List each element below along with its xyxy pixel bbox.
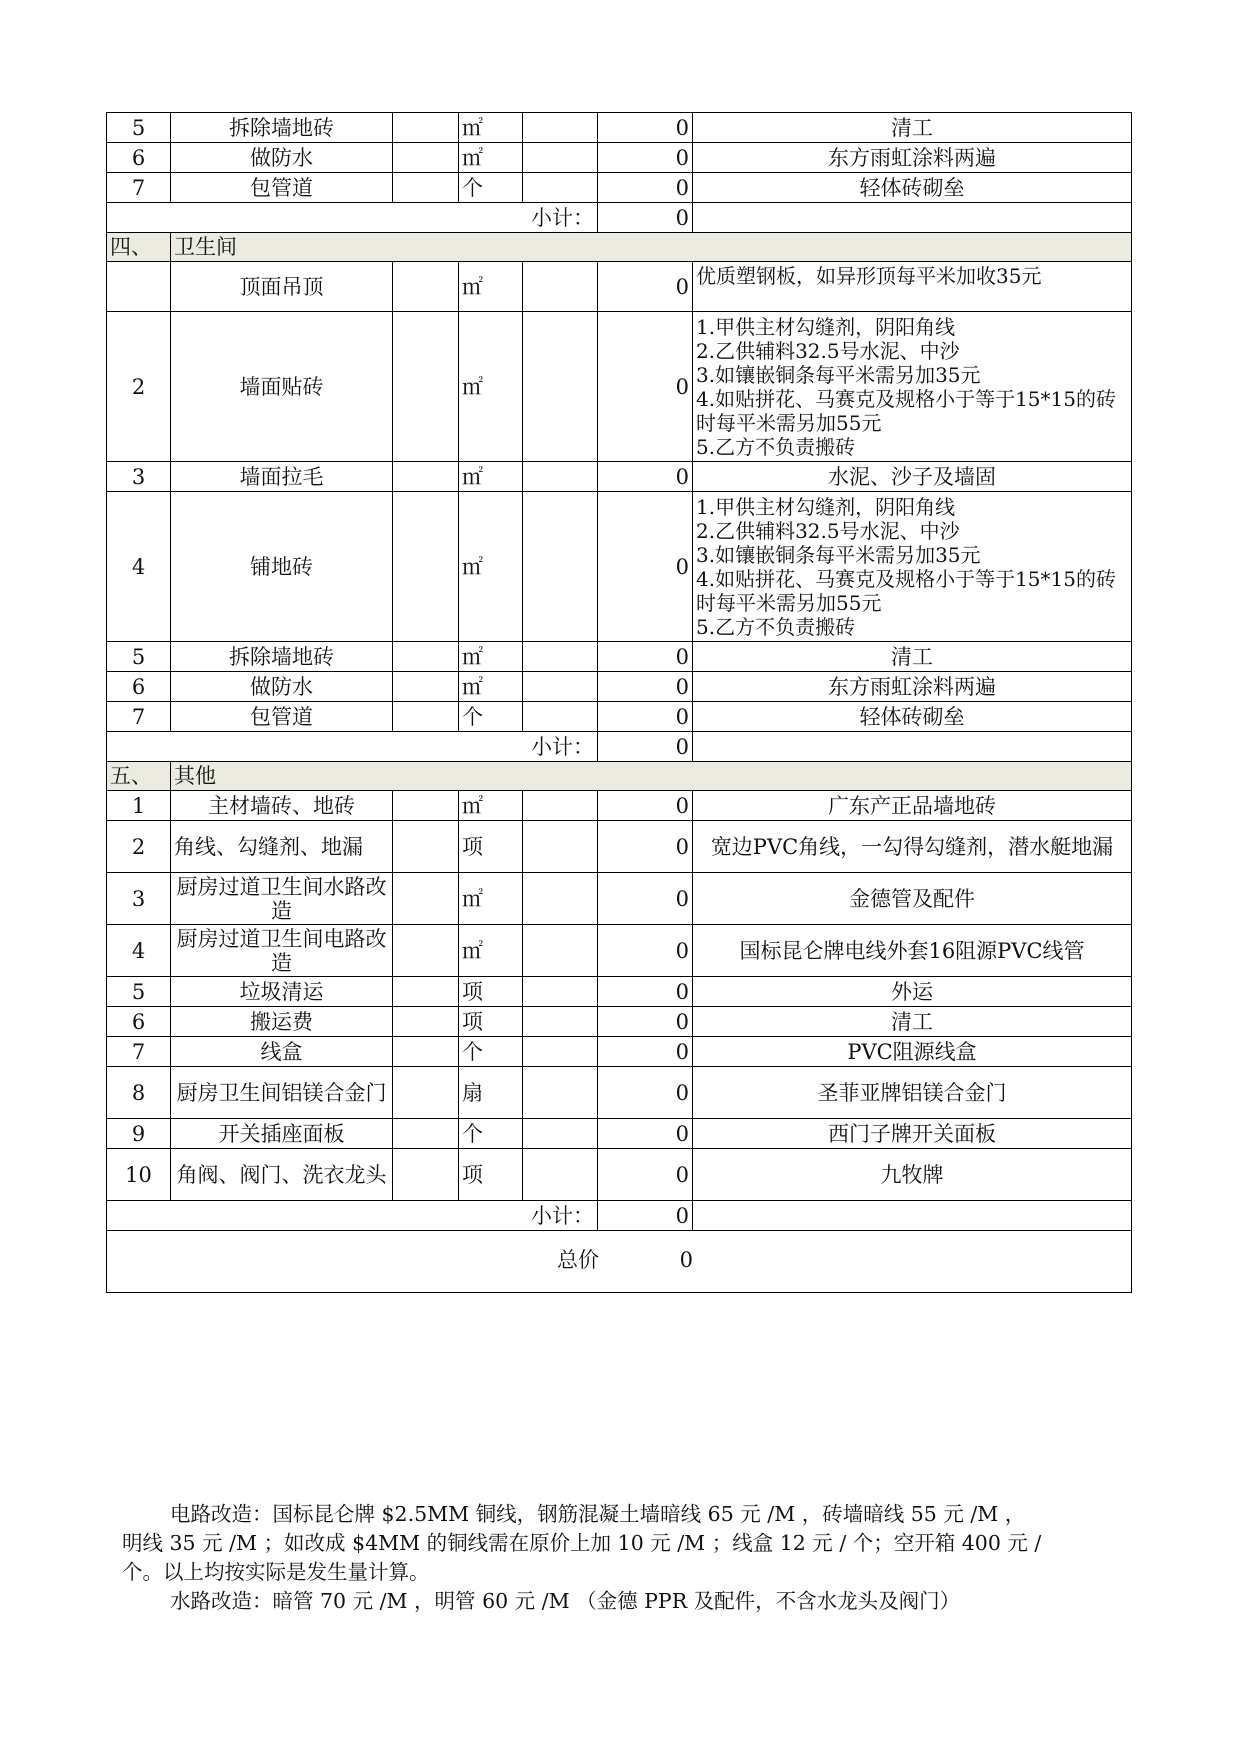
amount-cell: 0 (598, 143, 693, 173)
row-number: 6 (107, 1007, 171, 1037)
item-name: 开关插座面板 (171, 1119, 393, 1149)
quantity-cell[interactable] (393, 1007, 459, 1037)
subtotal-row (107, 732, 1132, 762)
table-row (107, 977, 1132, 1007)
note-cell: 圣菲亚牌铝镁合金门 (693, 1067, 1132, 1119)
unit-price-cell[interactable] (523, 492, 598, 642)
section-number: 五、 (107, 762, 171, 791)
row-number: 8 (107, 1067, 171, 1119)
amount-cell: 0 (598, 642, 693, 672)
subtotal-value: 0 (598, 732, 693, 762)
item-name: 主材墙砖、地砖 (171, 791, 393, 821)
table-row (107, 1067, 1132, 1119)
unit-price-cell[interactable] (523, 702, 598, 732)
unit-cell: ㎡ (459, 143, 523, 173)
table-row (107, 262, 1132, 312)
row-number: 3 (107, 462, 171, 492)
row-number: 5 (107, 113, 171, 143)
unit-cell: 个 (459, 1119, 523, 1149)
row-number (107, 262, 171, 312)
quantity-cell[interactable] (393, 925, 459, 977)
note-cell: 清工 (693, 1007, 1132, 1037)
quantity-cell[interactable] (393, 642, 459, 672)
unit-cell: ㎡ (459, 873, 523, 925)
unit-cell: ㎡ (459, 262, 523, 312)
unit-cell: ㎡ (459, 113, 523, 143)
row-number: 1 (107, 791, 171, 821)
quantity-cell[interactable] (393, 977, 459, 1007)
table-row (107, 672, 1132, 702)
item-name: 厨房过道卫生间水路改造 (171, 873, 393, 925)
note-cell: 金德管及配件 (693, 873, 1132, 925)
unit-price-cell[interactable] (523, 143, 598, 173)
unit-price-cell[interactable] (523, 873, 598, 925)
unit-price-cell[interactable] (523, 791, 598, 821)
table-row (107, 312, 1132, 462)
row-number: 5 (107, 977, 171, 1007)
unit-price-cell[interactable] (523, 173, 598, 203)
unit-price-cell[interactable] (523, 113, 598, 143)
quantity-cell[interactable] (393, 821, 459, 873)
table-row (107, 791, 1132, 821)
row-number: 7 (107, 1037, 171, 1067)
unit-price-cell[interactable] (523, 262, 598, 312)
note-cell: 东方雨虹涂料两遍 (693, 143, 1132, 173)
row-number: 6 (107, 143, 171, 173)
item-name: 角线、勾缝剂、地漏 (171, 821, 393, 873)
note-cell: 1.甲供主材勾缝剂，阴阳角线 2.乙供辅料32.5号水泥、中沙 3.如镶嵌铜条每平米需另加35元 4.如贴拼花、马赛克及规格小于等于15*15的砖时每平米需另加55元 5.乙方不负责搬砖 (693, 492, 1132, 642)
unit-price-cell[interactable] (523, 1037, 598, 1067)
item-name: 墙面贴砖 (171, 312, 393, 462)
amount-cell: 0 (598, 925, 693, 977)
amount-cell: 0 (598, 977, 693, 1007)
amount-cell: 0 (598, 1119, 693, 1149)
total-label: 总价 (557, 1248, 599, 1272)
amount-cell: 0 (598, 873, 693, 925)
item-name: 拆除墙地砖 (171, 642, 393, 672)
note-cell: 宽边PVC角线，一勾得勾缝剂，潜水艇地漏 (693, 821, 1132, 873)
row-number: 7 (107, 173, 171, 203)
note-cell: 外运 (693, 977, 1132, 1007)
item-name: 铺地砖 (171, 492, 393, 642)
item-name: 厨房过道卫生间电路改造 (171, 925, 393, 977)
note-cell: 广东产正品墙地砖 (693, 791, 1132, 821)
subtotal-value: 0 (598, 1201, 693, 1231)
amount-cell: 0 (598, 672, 693, 702)
note-cell: 轻体砖砌垒 (693, 702, 1132, 732)
unit-cell: ㎡ (459, 462, 523, 492)
quantity-cell[interactable] (393, 462, 459, 492)
section-number: 四、 (107, 233, 171, 262)
unit-price-cell[interactable] (523, 1007, 598, 1037)
subtotal-row (107, 1201, 1132, 1231)
unit-cell: 扇 (459, 1067, 523, 1119)
quantity-cell[interactable] (393, 113, 459, 143)
item-name: 包管道 (171, 173, 393, 203)
table-row (107, 821, 1132, 873)
row-number: 5 (107, 642, 171, 672)
unit-price-cell[interactable] (523, 821, 598, 873)
row-number: 10 (107, 1149, 171, 1201)
table-row (107, 925, 1132, 977)
unit-cell: ㎡ (459, 642, 523, 672)
unit-price-cell[interactable] (523, 462, 598, 492)
unit-cell: 个 (459, 173, 523, 203)
item-name: 角阀、阀门、洗衣龙头 (171, 1149, 393, 1201)
item-name: 垃圾清运 (171, 977, 393, 1007)
row-number: 3 (107, 873, 171, 925)
electric-note: 电路改造：国标昆仑牌 $2.5MM 铜线，钢筋混凝土墙暗线 65 元 /M ，砖墙暗线 55 元 /M ，明线 35 元 /M ；如改成 $4MM 的铜线需在原价上加 10 元 /M ；线盒 12 元 / 个；空开箱 400 元 / 个。以上均按实际是发生量计算。 (122, 1502, 1042, 1584)
empty-cell (693, 732, 1132, 762)
amount-cell: 0 (598, 113, 693, 143)
amount-cell: 0 (598, 262, 693, 312)
quantity-cell[interactable] (393, 143, 459, 173)
section-title: 其他 (171, 762, 1132, 791)
unit-price-cell[interactable] (523, 672, 598, 702)
total-cell (107, 1231, 1132, 1293)
quantity-cell[interactable] (393, 492, 459, 642)
quantity-cell[interactable] (393, 873, 459, 925)
unit-price-cell[interactable] (523, 1149, 598, 1201)
total-value: 0 (679, 1248, 693, 1272)
unit-cell: 项 (459, 1149, 523, 1201)
total-row (107, 1231, 1132, 1293)
item-name: 线盒 (171, 1037, 393, 1067)
row-number: 2 (107, 312, 171, 462)
unit-cell: ㎡ (459, 492, 523, 642)
table-row (107, 462, 1132, 492)
amount-cell: 0 (598, 462, 693, 492)
quantity-cell[interactable] (393, 702, 459, 732)
item-name: 搬运费 (171, 1007, 393, 1037)
empty-cell (693, 1201, 1132, 1231)
quantity-cell[interactable] (393, 791, 459, 821)
table-row (107, 173, 1132, 203)
table-row (107, 492, 1132, 642)
table-row (107, 873, 1132, 925)
empty-cell (693, 203, 1132, 233)
quantity-cell[interactable] (393, 173, 459, 203)
row-number: 4 (107, 925, 171, 977)
subtotal-row (107, 203, 1132, 233)
item-name: 做防水 (171, 143, 393, 173)
unit-price-cell[interactable] (523, 1119, 598, 1149)
item-name: 拆除墙地砖 (171, 113, 393, 143)
item-name: 顶面吊顶 (171, 262, 393, 312)
note-cell: 西门子牌开关面板 (693, 1119, 1132, 1149)
table-row (107, 1007, 1132, 1037)
row-number: 4 (107, 492, 171, 642)
quote-table (106, 112, 1132, 1293)
note-cell: 水泥、沙子及墙固 (693, 462, 1132, 492)
quantity-cell[interactable] (393, 1119, 459, 1149)
amount-cell: 0 (598, 173, 693, 203)
unit-cell: ㎡ (459, 312, 523, 462)
table-row (107, 1037, 1132, 1067)
subtotal-label: 小计： (107, 1201, 598, 1231)
row-number: 6 (107, 672, 171, 702)
note-cell: 优质塑钢板，如异形顶每平米加收35元 (693, 262, 1132, 312)
quantity-cell[interactable] (393, 262, 459, 312)
amount-cell: 0 (598, 1067, 693, 1119)
unit-cell: 项 (459, 821, 523, 873)
quantity-cell[interactable] (393, 312, 459, 462)
row-number: 7 (107, 702, 171, 732)
unit-price-cell[interactable] (523, 977, 598, 1007)
table-row (107, 1119, 1132, 1149)
table-row (107, 642, 1132, 672)
water-note: 水路改造：暗管 70 元 /M ，明管 60 元 /M （金德 PPR 及配件，不含水龙头及阀门） (170, 1589, 961, 1613)
table-row (107, 702, 1132, 732)
note-cell: 清工 (693, 113, 1132, 143)
table-row (107, 1149, 1132, 1201)
item-name: 包管道 (171, 702, 393, 732)
unit-cell: 个 (459, 702, 523, 732)
amount-cell: 0 (598, 1007, 693, 1037)
unit-cell: 项 (459, 1007, 523, 1037)
section-header-other (107, 762, 1132, 791)
amount-cell: 0 (598, 1149, 693, 1201)
table-row (107, 143, 1132, 173)
section-title: 卫生间 (171, 233, 1132, 262)
quantity-cell[interactable] (393, 1037, 459, 1067)
amount-cell: 0 (598, 312, 693, 462)
amount-cell: 0 (598, 791, 693, 821)
quantity-cell[interactable] (393, 1067, 459, 1119)
unit-cell: ㎡ (459, 672, 523, 702)
row-number: 2 (107, 821, 171, 873)
quantity-cell[interactable] (393, 1149, 459, 1201)
note-cell: 1.甲供主材勾缝剂，阴阳角线 2.乙供辅料32.5号水泥、中沙 3.如镶嵌铜条每平米需另加35元 4.如贴拼花、马赛克及规格小于等于15*15的砖时每平米需另加55元 5.乙方不负责搬砖 (693, 312, 1132, 462)
subtotal-value: 0 (598, 203, 693, 233)
unit-cell: ㎡ (459, 791, 523, 821)
unit-cell: 项 (459, 977, 523, 1007)
note-cell: 国标昆仑牌电线外套16阻源PVC线管 (693, 925, 1132, 977)
unit-cell: 个 (459, 1037, 523, 1067)
note-cell: 九牧牌 (693, 1149, 1132, 1201)
amount-cell: 0 (598, 702, 693, 732)
unit-cell: ㎡ (459, 925, 523, 977)
footer-notes (122, 1500, 1042, 1616)
subtotal-label: 小计： (107, 732, 598, 762)
note-cell: PVC阻源线盒 (693, 1037, 1132, 1067)
item-name: 厨房卫生间铝镁合金门 (171, 1067, 393, 1119)
section-header-bathroom (107, 233, 1132, 262)
amount-cell: 0 (598, 492, 693, 642)
table-row (107, 113, 1132, 143)
note-cell: 轻体砖砌垒 (693, 173, 1132, 203)
quantity-cell[interactable] (393, 672, 459, 702)
row-number: 9 (107, 1119, 171, 1149)
note-cell: 东方雨虹涂料两遍 (693, 672, 1132, 702)
subtotal-label: 小计： (107, 203, 598, 233)
item-name: 墙面拉毛 (171, 462, 393, 492)
unit-price-cell[interactable] (523, 642, 598, 672)
unit-price-cell[interactable] (523, 925, 598, 977)
amount-cell: 0 (598, 821, 693, 873)
note-cell: 清工 (693, 642, 1132, 672)
unit-price-cell[interactable] (523, 312, 598, 462)
item-name: 做防水 (171, 672, 393, 702)
unit-price-cell[interactable] (523, 1067, 598, 1119)
amount-cell: 0 (598, 1037, 693, 1067)
